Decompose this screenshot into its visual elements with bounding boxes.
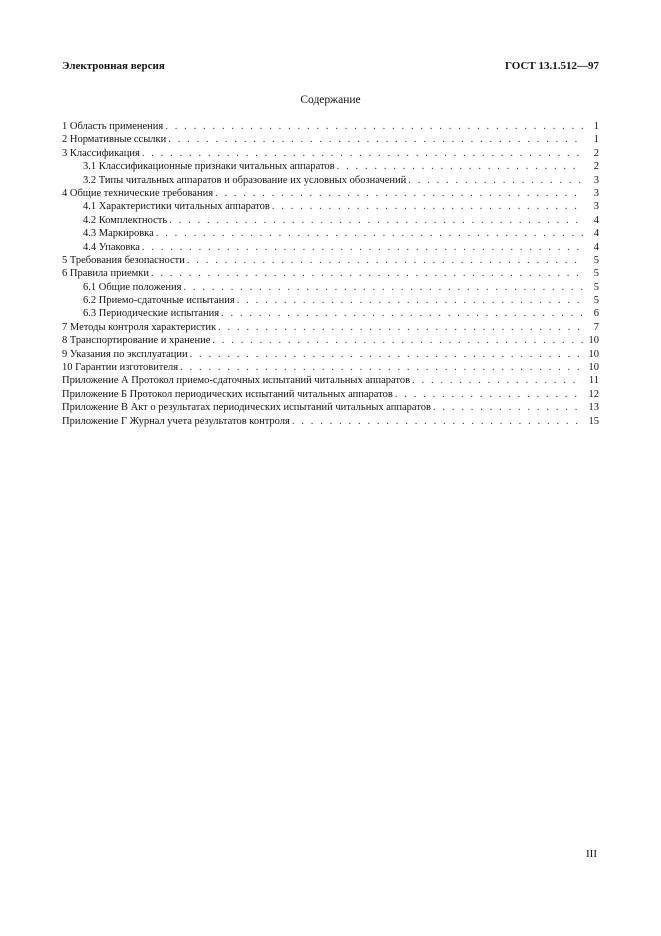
toc-entry-page: 2 <box>593 161 599 173</box>
toc-entry-title: 4 Общие технические требования <box>62 187 214 199</box>
toc-entry <box>62 214 599 227</box>
toc-entry-title: 3.1 Классификационные признаки читальных аппаратов <box>83 161 335 173</box>
toc-leader-dots <box>156 227 583 240</box>
toc-entry-page: 7 <box>593 321 599 333</box>
toc-entry-title: 1 Область применения <box>62 121 164 132</box>
toc-leader-dots <box>395 388 583 401</box>
toc-leader-dots <box>187 254 583 267</box>
toc-entry <box>62 388 599 401</box>
toc-entry <box>62 401 599 414</box>
toc-leader-dots <box>237 294 583 307</box>
toc-entry-page: 1 <box>593 121 599 132</box>
toc-leader-dots <box>169 214 583 227</box>
toc-entry-page: 5 <box>593 268 599 280</box>
toc-entry-title: 7 Методы контроля характеристик <box>62 321 217 333</box>
toc-leader-dots <box>183 281 583 294</box>
toc-entry-page: 4 <box>593 214 599 226</box>
toc-entry <box>62 361 599 374</box>
toc-leader-dots <box>212 334 583 347</box>
toc-leader-dots <box>292 415 583 428</box>
toc-entry-title: 6 Правила приемки <box>62 268 149 280</box>
toc-entry-page: 4 <box>593 241 599 253</box>
header-standard-number: ГОСТ 13.1.512—97 <box>505 60 599 72</box>
toc-entry-page: 3 <box>593 174 599 186</box>
toc-entry-page: 15 <box>588 415 599 427</box>
toc-entry <box>62 187 599 200</box>
toc-leader-dots <box>190 348 583 361</box>
toc-entry-title: 4.1 Характеристики читальных аппаратов <box>83 201 270 213</box>
toc-entry-title: Приложение В Акт о результатах периодических испытаний читальных аппаратов <box>62 402 431 414</box>
toc-leader-dots <box>272 200 583 213</box>
header-edition-label: Электронная версия <box>62 60 165 72</box>
toc-leader-dots <box>221 307 583 320</box>
toc-entry-title: 4.2 Комплектность <box>83 214 168 226</box>
toc-leader-dots <box>151 267 583 280</box>
toc-leader-dots <box>215 187 583 200</box>
toc-entry <box>62 241 599 254</box>
toc-entry-title: 4.3 Маркировка <box>83 228 154 240</box>
toc-entry <box>62 307 599 320</box>
toc-entry <box>62 281 599 294</box>
toc-entry-page: 5 <box>593 295 599 307</box>
toc-leader-dots <box>180 361 583 374</box>
toc-leader-dots <box>218 321 583 334</box>
toc-entry-page: 3 <box>593 187 599 199</box>
toc-entry-title: 4.4 Упаковка <box>83 241 140 253</box>
toc-entry-page: 5 <box>593 281 599 293</box>
toc-leader-dots <box>408 174 583 187</box>
toc-entry-page: 11 <box>588 375 599 387</box>
page-number: III <box>586 848 597 860</box>
toc-entry <box>62 160 599 173</box>
toc-leader-dots <box>142 147 583 160</box>
toc-title: Содержание <box>300 94 361 106</box>
toc-entry <box>62 200 599 213</box>
toc-entry <box>62 133 599 146</box>
toc-entry-page: 4 <box>593 228 599 240</box>
toc-entry-title: 2 Нормативные ссылки <box>62 134 167 146</box>
toc-entry-title: Приложение Г Журнал учета результатов контроля <box>62 415 290 427</box>
toc-leader-dots <box>433 401 583 414</box>
toc-entry <box>62 415 599 428</box>
toc-entry-title: Приложение Б Протокол периодических испытаний читальных аппаратов <box>62 388 393 400</box>
toc-entry-title: 6.2 Приемо-сдаточные испытания <box>83 295 235 307</box>
toc-entry-title: 5 Требования безопасности <box>62 254 185 266</box>
toc-entry-page: 2 <box>593 147 599 159</box>
toc-entry <box>62 120 599 133</box>
toc-entry-title: 6.3 Периодические испытания <box>83 308 220 320</box>
toc-entry-page: 5 <box>593 254 599 266</box>
toc-leader-dots <box>337 160 583 173</box>
toc-entry <box>62 334 599 347</box>
toc-entry <box>62 147 599 160</box>
toc-entry <box>62 267 599 280</box>
toc-entry-page: 13 <box>588 402 599 414</box>
toc-leader-dots <box>142 241 583 254</box>
toc-entry-title: 3 Классификация <box>62 147 140 159</box>
toc-entry-page: 6 <box>593 308 599 320</box>
toc-leader-dots <box>168 133 583 146</box>
toc-entry-title: 9 Указания по эксплуатации <box>62 348 188 360</box>
toc-entry-title: 3.2 Типы читальных аппаратов и образование их условных обозначений <box>83 174 407 186</box>
toc-entry-page: 1 <box>593 134 599 146</box>
toc-leader-dots <box>412 374 583 387</box>
toc-entry-title: Приложение А Протокол приемо-сдаточных испытаний читальных аппаратов <box>62 375 411 387</box>
toc-entry-page: 10 <box>588 335 599 347</box>
toc-leader-dots <box>165 120 583 133</box>
toc-entry-title: 10 Гарантии изготовителя <box>62 362 179 374</box>
toc-entry-title: 6.1 Общие положения <box>83 281 182 293</box>
toc-entry-title: 8 Транспортирование и хранение <box>62 335 211 347</box>
toc-entry <box>62 227 599 240</box>
toc-entry <box>62 294 599 307</box>
toc-entry-page: 12 <box>588 388 599 400</box>
toc-entry-page: 3 <box>593 201 599 213</box>
table-of-contents <box>62 120 599 428</box>
toc-entry <box>62 254 599 267</box>
toc-entry <box>62 348 599 361</box>
toc-entry-page: 10 <box>588 348 599 360</box>
toc-entry <box>62 174 599 187</box>
toc-entry <box>62 374 599 387</box>
toc-entry <box>62 321 599 334</box>
toc-entry-page: 10 <box>588 362 599 374</box>
